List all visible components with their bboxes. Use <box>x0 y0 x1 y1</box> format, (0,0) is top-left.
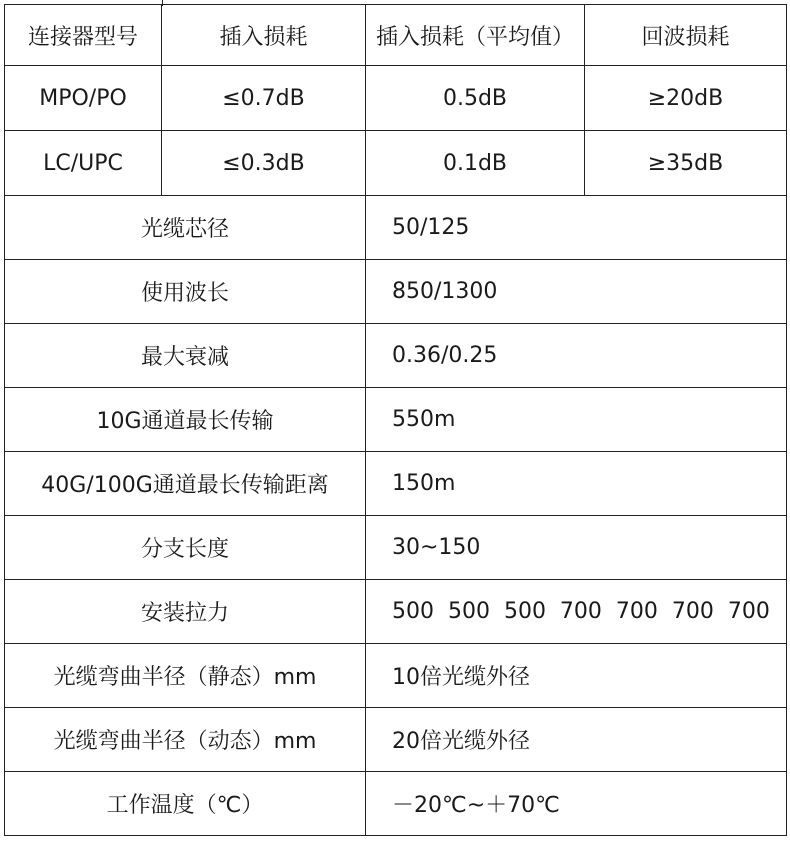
spec-row <box>5 324 787 388</box>
spec-label: 光缆弯曲半径（静态）mm <box>5 644 366 708</box>
spec-row <box>5 708 787 772</box>
header-return-loss: 回波损耗 <box>585 5 787 66</box>
connector-model: MPO/PO <box>5 66 162 131</box>
spec-label: 工作温度（℃） <box>5 772 366 836</box>
table-row <box>5 131 787 196</box>
spec-value: 50/125 <box>366 196 787 260</box>
spec-value: 150m <box>366 452 787 516</box>
insertion-loss: ≤0.7dB <box>162 66 366 131</box>
header-insertion-loss: 插入损耗 <box>162 5 366 66</box>
spec-label: 使用波长 <box>5 260 366 324</box>
return-loss: ≥20dB <box>585 66 787 131</box>
spec-value: －20℃~＋70℃ <box>366 772 787 836</box>
spec-label: 分支长度 <box>5 516 366 580</box>
spec-label: 光缆弯曲半径（动态）mm <box>5 708 366 772</box>
insertion-loss: ≤0.3dB <box>162 131 366 196</box>
table-row <box>5 66 787 131</box>
spec-row <box>5 388 787 452</box>
insertion-loss-avg: 0.1dB <box>366 131 585 196</box>
spec-label: 10G通道最长传输 <box>5 388 366 452</box>
spec-label: 安装拉力 <box>5 580 366 644</box>
spec-table <box>4 4 787 836</box>
spec-value: 550m <box>366 388 787 452</box>
spec-row <box>5 260 787 324</box>
spec-row <box>5 516 787 580</box>
spec-value: 850/1300 <box>366 260 787 324</box>
spec-value: 10倍光缆外径 <box>366 644 787 708</box>
spec-value: 0.36/0.25 <box>366 324 787 388</box>
spec-label: 光缆芯径 <box>5 196 366 260</box>
connector-model: LC/UPC <box>5 131 162 196</box>
spec-value: 20倍光缆外径 <box>366 708 787 772</box>
spec-row <box>5 196 787 260</box>
spec-label: 40G/100G通道最长传输距离 <box>5 452 366 516</box>
header-row <box>5 5 787 66</box>
spec-value: 30~150 <box>366 516 787 580</box>
header-connector-model: 连接器型号 <box>5 5 162 66</box>
return-loss: ≥35dB <box>585 131 787 196</box>
spec-row <box>5 580 787 644</box>
spec-row <box>5 644 787 708</box>
insertion-loss-avg: 0.5dB <box>366 66 585 131</box>
spec-label: 最大衰减 <box>5 324 366 388</box>
spec-row <box>5 772 787 836</box>
header-insertion-loss-avg: 插入损耗（平均值） <box>366 5 585 66</box>
spec-row <box>5 452 787 516</box>
spec-value: 500 500 500 700 700 700 700 <box>366 580 787 644</box>
